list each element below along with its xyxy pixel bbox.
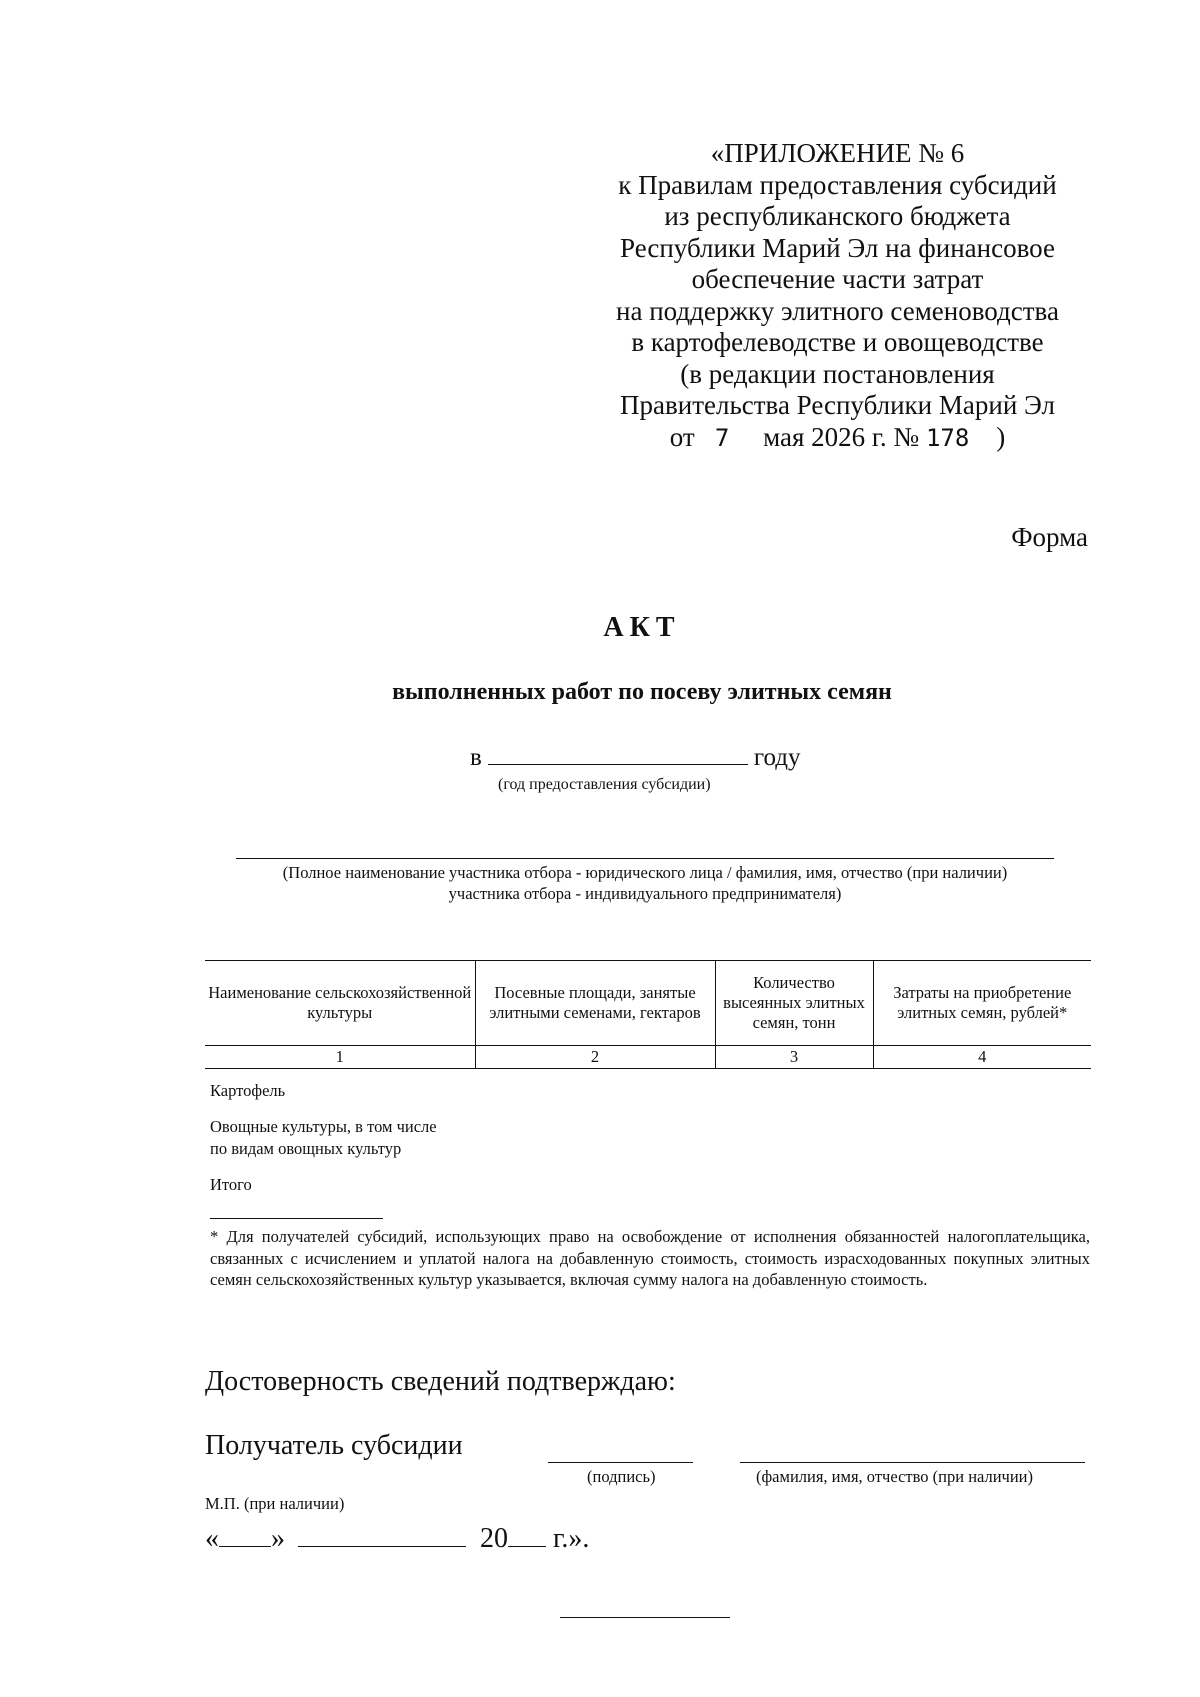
crop-table [205,960,1091,1069]
year-blank-field[interactable] [488,740,748,765]
table-header-cell: Посевные площади, занятые элитными семенами, гектаров [475,961,715,1046]
year-note: (год предоставления субсидии) [498,776,711,793]
header-line: обеспечение части затрат [691,264,984,294]
document-subtitle: выполненных работ по посеву элитных семян [392,679,892,705]
org-note-line: участника отбора - индивидуального предпринимателя) [448,884,842,903]
date-day: 7 [714,423,730,452]
table-number-cell: 2 [475,1046,715,1069]
row-label-potato: Картофель [210,1081,286,1100]
header-line: из республиканского бюджета [664,201,1011,231]
table-header-cell: Количество высеянных элитных семян, тонн [715,961,873,1046]
year-line [470,740,800,772]
table-number-row [205,1046,1091,1069]
confirmation-text: Достоверность сведений подтверждаю: [205,1366,676,1397]
table-header-cell: Наименование сельскохозяйственной культуры [208,983,472,1022]
appendix-header [600,138,1075,454]
table-header-cell: Затраты на приобретение элитных семян, рублей* [873,961,1091,1046]
closing-separator [560,1617,730,1618]
header-line: на поддержку элитного семеноводства [616,295,1059,326]
header-line: Республики Марий Эл на финансовое [620,232,1055,263]
date-close-quote: » [271,1523,285,1554]
header-line: «ПРИЛОЖЕНИЕ № 6 [710,138,965,168]
org-name-field[interactable] [236,858,1054,859]
signature-note: (подпись) [587,1467,656,1486]
year-suffix: году [753,744,801,771]
row-label-vegetables-kinds: по видам овощных культур [210,1139,402,1158]
year-suffix-blank-field[interactable] [508,1520,546,1547]
form-label: Форма [1011,522,1088,552]
footnote: * Для получателей субсидий, использующих право на освобождение от исполнения обязанностей налогоплательщика, связанных с исчислением и уплатой налога на добавленную стоимость, стоимость израсходованных покупных элитных семян сельскохозяйственных культур указывается, включая сумму налога на добавленную стоимость. [210,1227,1090,1289]
table-number-cell: 1 [335,1047,344,1066]
header-line: в картофелеводстве и овощеводстве [631,327,1044,357]
signature-field[interactable] [548,1462,693,1463]
row-label-total: Итого [210,1175,252,1194]
footnote-separator [210,1218,383,1219]
table-header-row [205,961,1091,1046]
date-century: 20 [480,1523,508,1554]
date-suffix: г.». [553,1523,590,1554]
fio-note: (фамилия, имя, отчество (при наличии) [756,1467,1034,1486]
year-prefix: в [470,744,482,771]
table-number-cell: 4 [873,1046,1091,1069]
header-line: к Правилам предоставления субсидий [618,169,1057,200]
row-label-vegetables: Овощные культуры, в том числе [210,1117,437,1136]
org-note [200,862,1090,904]
date-number: 178 [925,423,970,452]
month-blank-field[interactable] [298,1520,466,1547]
date-prefix: от [669,421,695,452]
day-blank-field[interactable] [219,1520,271,1547]
stamp-note: М.П. (при наличии) [205,1494,345,1513]
document-title: АКТ [603,612,681,643]
signature-date-line [205,1520,589,1555]
date-month-year: мая 2026 г. № [763,421,920,452]
header-date-line [600,422,1075,455]
fio-field[interactable] [740,1462,1085,1463]
header-line: (в редакции постановления [680,358,995,389]
date-open-quote: « [205,1523,219,1554]
table-number-cell: 3 [715,1046,873,1069]
recipient-label: Получатель субсидии [205,1430,463,1461]
org-note-line: (Полное наименование участника отбора - юридического лица / фамилия, имя, отчество (при наличии) [282,863,1008,882]
date-close: ) [996,421,1006,452]
header-line: Правительства Республики Марий Эл [620,390,1055,420]
